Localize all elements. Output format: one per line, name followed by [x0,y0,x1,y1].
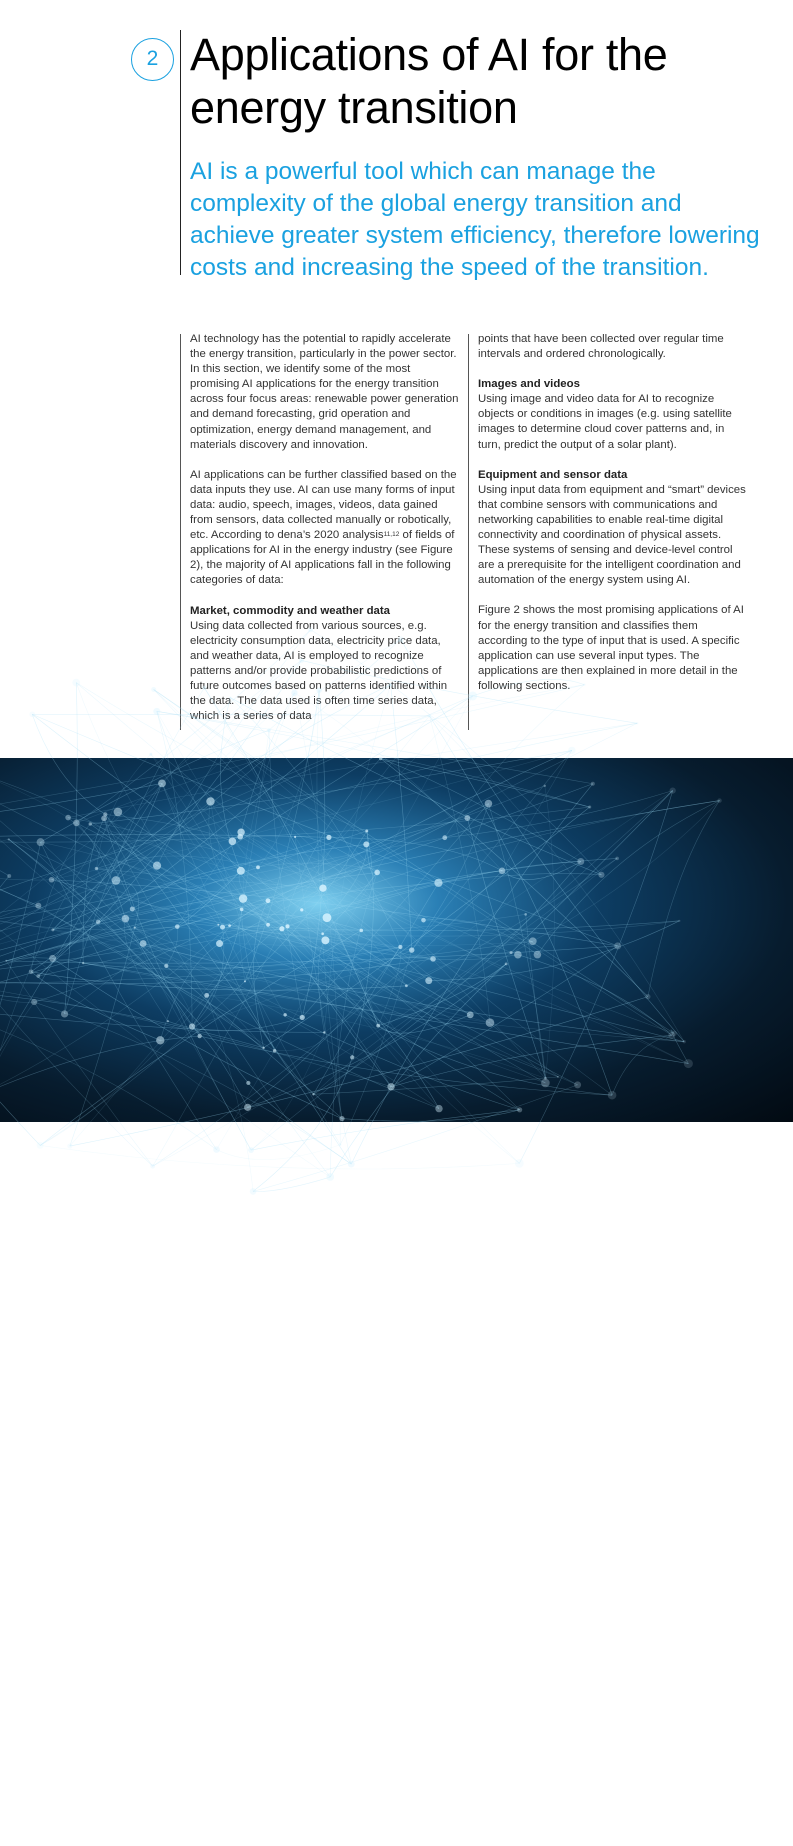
images-videos-heading: Images and videos [478,378,580,391]
network-graphic [0,758,793,1122]
left-column [190,332,460,739]
right-column-divider [468,334,469,730]
equipment-sensor-paragraph: Using input data from equipment and “smart” devices that combine sensors with communications and networking capabilities to enable real-time digital connectivity and coordination of physical assets. These systems of sensing and device-level control are a prerequisite for the intelligent coordination and automation of the energy system using AI. [478,483,746,587]
intro-paragraph: AI technology has the potential to rapidly accelerate the energy transition, particularly in the power sector. In this section, we identify some of the most promising AI applications for the energy transition across four focus areas: renewable power generation and demand forecasting, grid operation and optimization, energy demand management, and materials discovery and innovation. [190,333,459,451]
citation-superscript: 11,12 [383,531,400,539]
left-column-divider [180,334,181,730]
classification-paragraph: AI applications can be further classified based on the data inputs they use. AI can use many forms of input data: audio, speech, images, videos, data gained from sensors, data collected manually or robotically, etc. According to dena’s 2020 analysis$^{11,12}$ of fields of applications for AI in the energy industry (see Figure 2), the majority of AI applications fall in the following categories of data: [190,468,457,587]
figure-reference-paragraph: Figure 2 shows the most promising applications of AI for the energy transition and classifies them according to the type of input that is used. A specific application can use several input types. The applications are then explained in more detail in the following sections. [478,604,744,692]
footer-report-title: Harnessing Artificial Intelligence to Accelerate the Energy Transition [410,1835,695,1846]
neural-network-hero-image [0,758,793,1846]
right-column [478,332,748,709]
page-number: 9 [738,1835,744,1846]
market-data-paragraph: Using data collected from various sources, e.g. electricity consumption data, electricity price data, and weather data, AI is employed to recognize patterns and/or provide probabilistic predictions of future outcomes based on patterns identified within the data. The data used is often time series data, which is a series of data [190,619,448,723]
images-videos-paragraph: Using image and video data for AI to recognize objects or conditions in images (e.g. using satellite images to determine cloud cover patterns and, in turn, predict the output of a solar plant). [478,393,732,451]
title-divider [180,30,181,275]
chapter-number-badge: 2 [131,38,174,81]
equipment-sensor-heading: Equipment and sensor data [478,468,628,481]
page-footer [410,1835,750,1846]
continuation-paragraph: points that have been collected over regular time intervals and ordered chronologically. [478,333,724,361]
market-data-heading: Market, commodity and weather data [190,604,391,617]
page-subtitle: AI is a powerful tool which can manage the complexity of the global energy transition and achieve greater system efficiency, therefore lowering costs and increasing the speed of the transition. [190,158,760,281]
page-title: Applications of AI for the energy transition [190,29,668,133]
